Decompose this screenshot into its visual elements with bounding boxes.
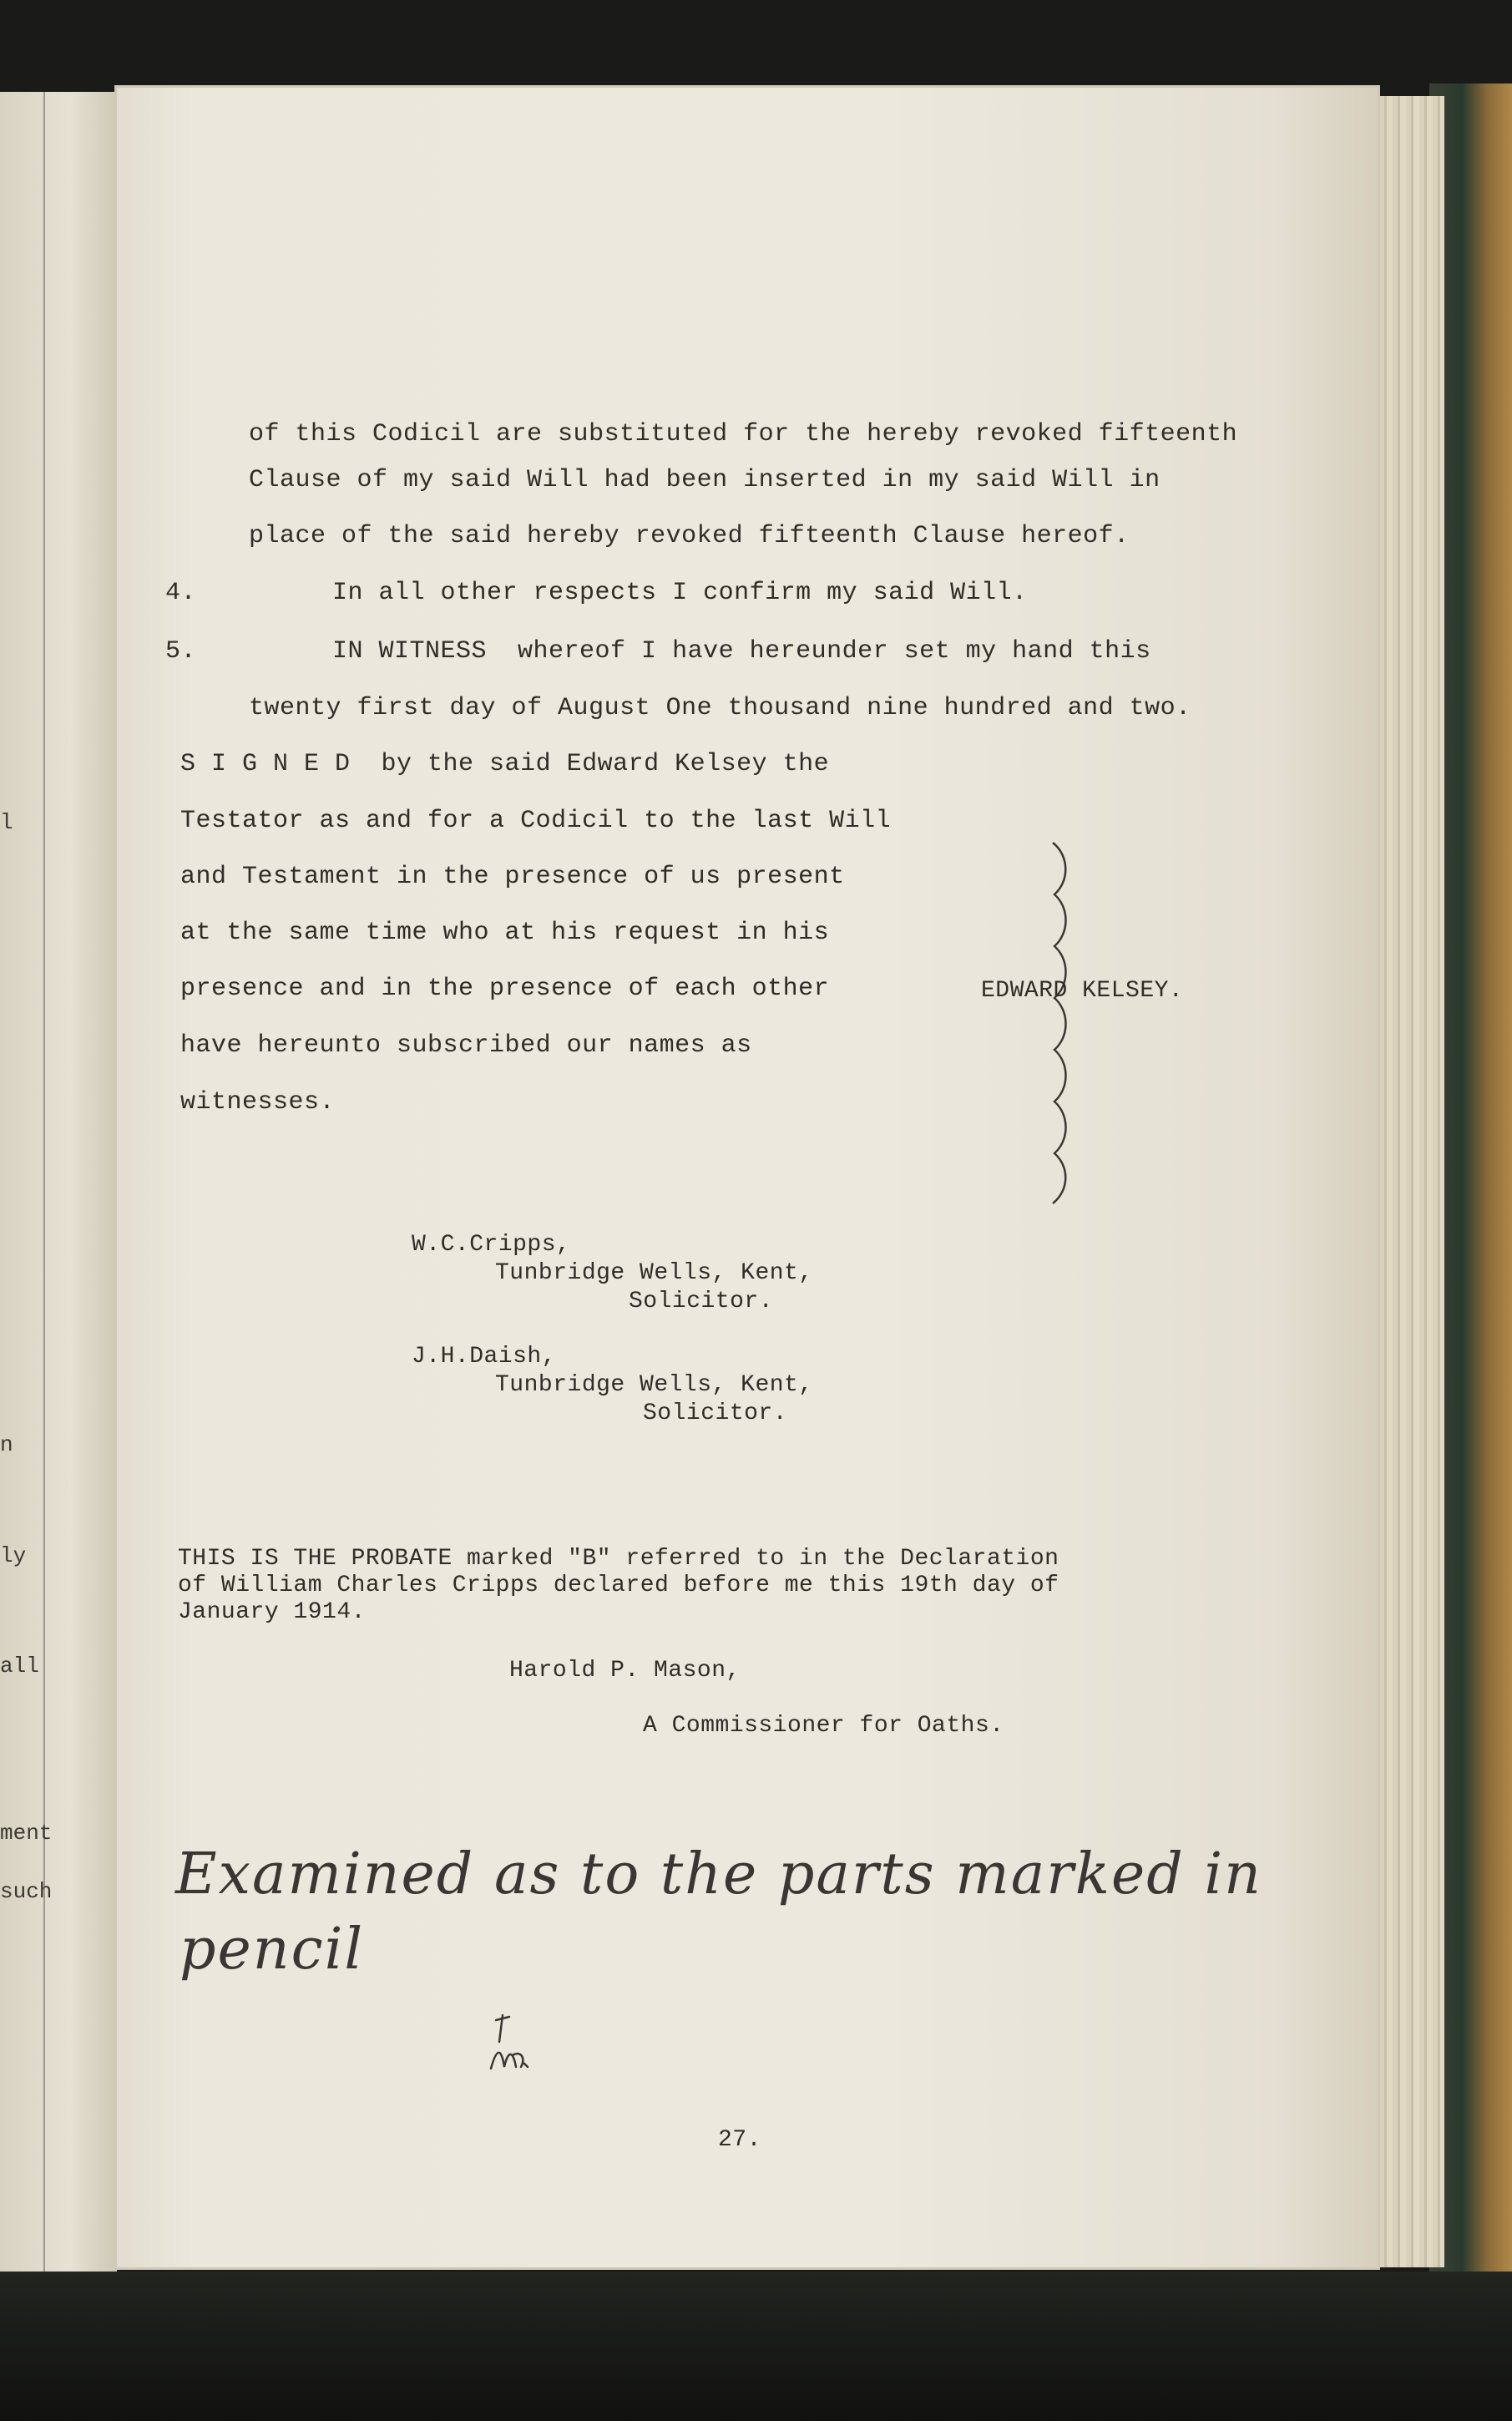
attestation-line: and Testament in the presence of us present xyxy=(180,863,845,891)
witness-1-address: Tunbridge Wells, Kent, xyxy=(495,1260,813,1286)
document-page xyxy=(117,88,1378,2267)
clause-5-continuation: twenty first day of August One thousand nine hundred and two. xyxy=(249,694,1191,722)
witness-1-name: W.C.Cripps, xyxy=(412,1232,571,1258)
handwritten-note-line: pencil xyxy=(180,1917,365,1983)
body-line: of this Codicil are substituted for the hereby revoked fifteenth xyxy=(249,420,1238,448)
clause-5-number: 5. xyxy=(165,637,197,666)
page-number: 27. xyxy=(718,2127,761,2153)
probate-line: of William Charles Cripps declared before me this 19th day of xyxy=(178,1573,1059,1598)
attestation-line: Testator as and for a Codicil to the last Will xyxy=(180,807,892,835)
body-line: Clause of my said Will had been inserted in my said Will in xyxy=(249,466,1161,494)
body-line: place of the said hereby revoked fifteenth Clause hereof. xyxy=(249,522,1130,550)
left-page-fragment: l xyxy=(0,810,13,835)
witness-1-occupation: Solicitor. xyxy=(629,1289,774,1314)
probate-line: January 1914. xyxy=(178,1599,366,1625)
attestation-line: witnesses. xyxy=(180,1088,336,1117)
commissioner-name: Harold P. Mason, xyxy=(509,1658,741,1684)
clause-4-text: In all other respects I confirm my said Will. xyxy=(332,579,1028,607)
attestation-brace xyxy=(1048,839,1081,1207)
attestation-line: have hereunto subscribed our names as xyxy=(180,1031,752,1060)
testator-signature: EDWARD KELSEY. xyxy=(981,978,1184,1004)
attestation-line: at the same time who at his request in his xyxy=(180,919,830,947)
attestation-line: S I G N E D by the said Edward Kelsey the xyxy=(180,750,830,778)
clause-5-text: IN WITNESS whereof I have hereunder set my hand this xyxy=(332,637,1151,666)
attestation-line: presence and in the presence of each other xyxy=(180,975,830,1003)
handwritten-initials-mark xyxy=(484,2008,534,2075)
witness-2-address: Tunbridge Wells, Kent, xyxy=(495,1372,813,1398)
left-page-edge xyxy=(0,92,117,2272)
witness-2-occupation: Solicitor. xyxy=(643,1400,788,1426)
left-page-fragment: ment xyxy=(0,1821,53,1846)
clause-4-number: 4. xyxy=(165,579,197,607)
witness-2-name: J.H.Daish, xyxy=(412,1344,557,1370)
left-page-fragment: n xyxy=(0,1432,13,1457)
left-page-fragment: such xyxy=(0,1879,53,1904)
book-cover-bottom xyxy=(0,2272,1512,2421)
left-page-fragment: ly xyxy=(0,1543,27,1568)
probate-line: THIS IS THE PROBATE marked "B" referred to in the Declaration xyxy=(178,1546,1059,1572)
left-page-fragment: all xyxy=(0,1654,39,1679)
commissioner-title: A Commissioner for Oaths. xyxy=(643,1713,1004,1739)
handwritten-note-line: Examined as to the parts marked in xyxy=(175,1841,1262,1907)
left-page-margin-rule xyxy=(43,92,45,2272)
